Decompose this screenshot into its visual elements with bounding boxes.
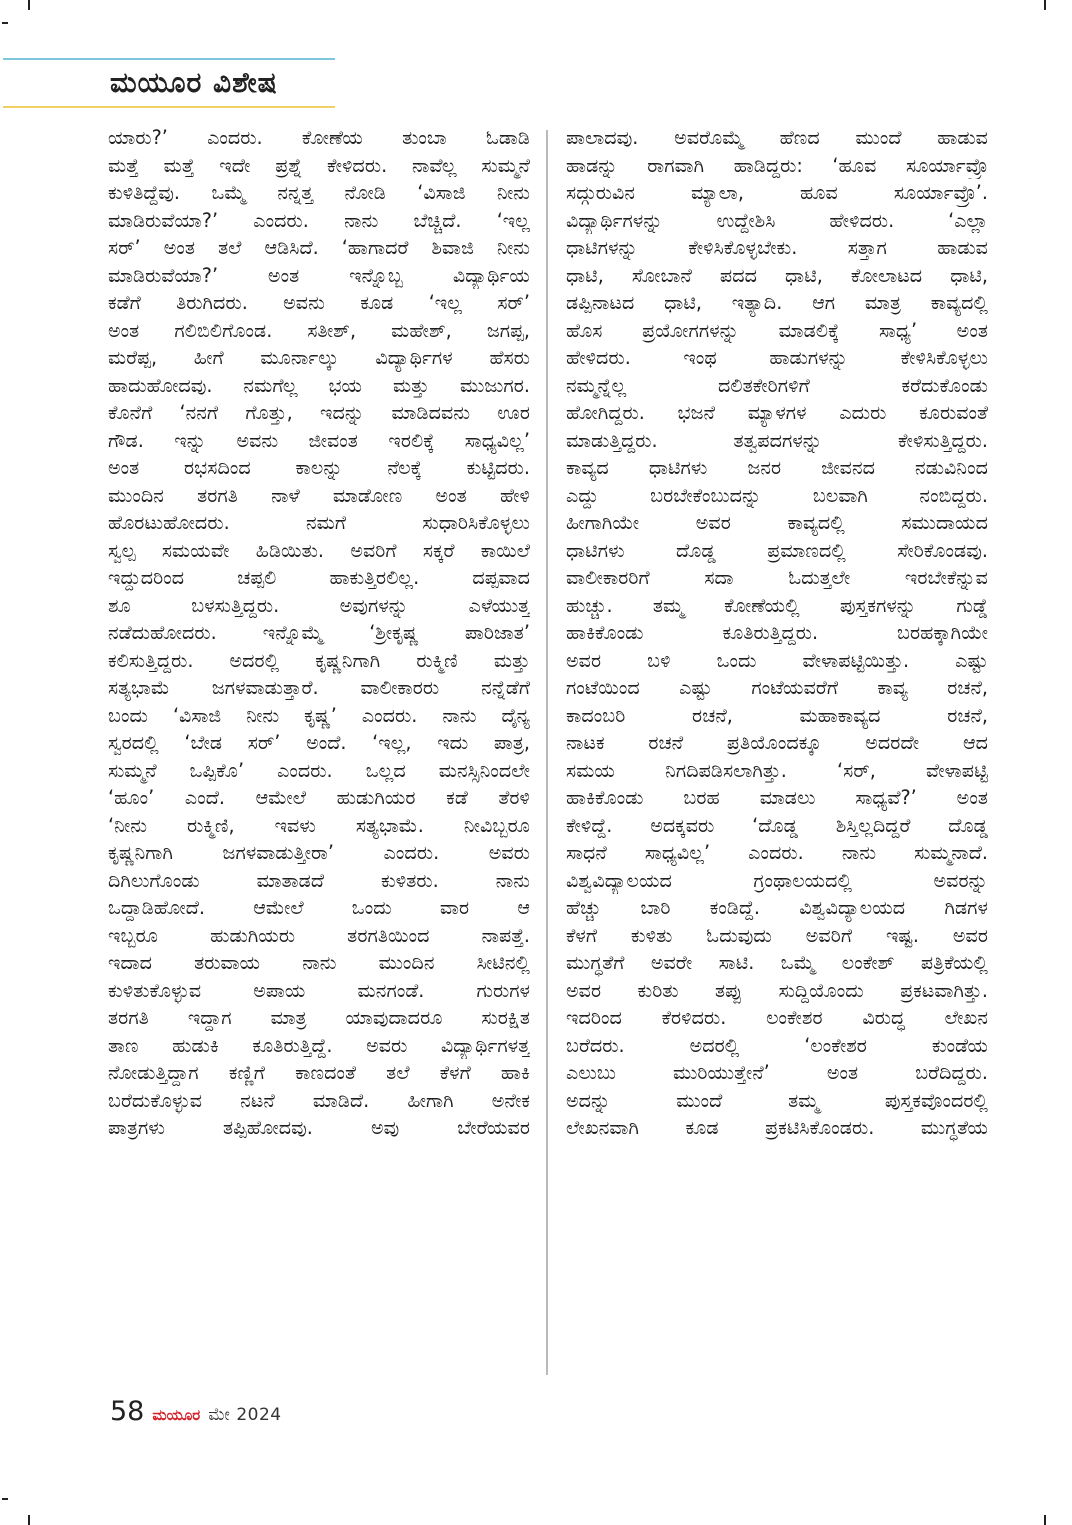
- text-line: ಅಂತ ರಭಸದಿಂದ ಕಾಲನ್ನು ನೆಲಕ್ಕೆ ಕುಟ್ಟಿದರು.: [108, 456, 530, 479]
- text-line: ಒದ್ದಾಡಿಹೋದೆ. ಆಮೇಲೆ ಒಂದು ವಾರ ಆ: [108, 896, 530, 919]
- text-line: ಗಂಟೆಯಿಂದ ಎಷ್ಟು ಗಂಟೆಯವರೆಗೆ ಕಾವ್ಯ ರಚನೆ,: [566, 676, 988, 699]
- text-line: ಡಪ್ಪಿನಾಟದ ಧಾಟಿ, ಇತ್ಯಾದಿ. ಆಗ ಮಾತ್ರ ಕಾವ್ಯದಲ್ಲಿ: [566, 291, 988, 314]
- crop-mark-top-left: [28, 0, 30, 10]
- article-column-left: [108, 124, 530, 1142]
- text-line: ಸ್ವಲ್ಪ ಸಮಯವೇ ಹಿಡಿಯಿತು. ಅವರಿಗೆ ಸಕ್ಕರೆ ಕಾಯಿಲೆ: [108, 538, 530, 562]
- crop-mark-bottom-left: [28, 1515, 30, 1525]
- page-number: 58: [110, 1396, 145, 1427]
- text-line: ಎದ್ದು ಬರಬೇಕೆಂಬುದನ್ನು ಬಲವಾಗಿ ನಂಬಿದ್ದರು.: [566, 483, 988, 507]
- text-line: ನಾಟಕ ರಚನೆ ಪ್ರತಿಯೊಂದಕ್ಕೂ ಅದರದೇ ಆದ: [566, 731, 988, 754]
- text-line: ಧಾಟಿಗಳು ದೊಡ್ಡ ಪ್ರಮಾಣದಲ್ಲಿ ಸೇರಿಕೊಂಡವು.: [566, 538, 988, 562]
- text-line: ಹೆಚ್ಚು ಬಾರಿ ಕಂಡಿದ್ದೆ. ವಿಶ್ವವಿದ್ಯಾಲಯದ ಗಿಡಗಳ: [566, 896, 988, 919]
- text-line: ಹೀಗಾಗಿಯೇ ಅವರ ಕಾವ್ಯದಲ್ಲಿ ಸಮುದಾಯದ: [566, 511, 988, 534]
- text-line: ಕುಳಿತಿದ್ದೆವು. ಒಮ್ಮೆ ನನ್ನತ್ತ ನೋಡಿ ‘ವಿಸಾಜಿ ನೀನು: [108, 181, 530, 204]
- text-line: ಶೂ ಬಳಸುತ್ತಿದ್ದರು. ಅವುಗಳನ್ನು ಎಳೆಯುತ್ತ: [108, 593, 530, 617]
- text-line: ‘ನೀನು ರುಕ್ಮಿಣಿ, ಇವಳು ಸತ್ಯಭಾಮೆ. ನೀವಿಬ್ಬರೂ: [108, 813, 530, 837]
- text-line: ಅಂತ ಗಲಿಬಿಲಿಗೊಂಡ. ಸತೀಶ್, ಮಹೇಶ್, ಜಗಪ್ಪ,: [108, 318, 530, 342]
- text-line: ಕಾದಂಬರಿ ರಚನೆ, ಮಹಾಕಾವ್ಯದ ರಚನೆ,: [566, 703, 988, 727]
- issue-date: ಮೇ 2024: [208, 1405, 282, 1425]
- text-line: ಸುಮ್ಮನೆ ಒಪ್ಪಿಕೊ’ ಎಂದರು. ಒಲ್ಲದ ಮನಸ್ಸಿನಿಂದಲೇ: [108, 758, 530, 782]
- text-line: ಕೇಳಿದ್ದೆ. ಅದಕ್ಕವರು ‘ದೊಡ್ಡ ಶಿಸ್ತಿಲ್ಲದಿದ್ದರೆ ದೊಡ್ಡ: [566, 813, 988, 837]
- text-line: ವಾಲೀಕಾರರಿಗೆ ಸದಾ ಓದುತ್ತಲೇ ಇರಬೇಕೆನ್ನುವ: [566, 566, 988, 589]
- text-line: ಹೇಳಿದರು. ಇಂಥ ಹಾಡುಗಳನ್ನು ಕೇಳಿಸಿಕೊಳ್ಳಲು: [566, 346, 988, 369]
- text-line: ಹೋಗಿದ್ದರು. ಭಜನೆ ಮ್ಯಾಳಗಳ ಎದುರು ಕೂರುವಂತೆ: [566, 401, 988, 424]
- text-line: ಎಲುಬು ಮುರಿಯುತ್ತೇನೆ’ ಅಂತ ಬರೆದಿದ್ದರು.: [566, 1061, 988, 1084]
- crop-mark-left-bottom: [2, 1498, 8, 1500]
- text-line: ಹಾಕಿಕೊಂಡು ಕೂತಿರುತ್ತಿದ್ದರು. ಬರಹಕ್ಕಾಗಿಯೇ: [566, 621, 988, 644]
- crop-mark-left-top: [2, 22, 8, 24]
- text-line: ಬರೆದರು. ಅದರಲ್ಲಿ ‘ಲಂಕೇಶರ ಕುಂಡೆಯ: [566, 1033, 988, 1057]
- text-line: ಅದನ್ನು ಮುಂದೆ ತಮ್ಮ ಪುಸ್ತಕವೊಂದರಲ್ಲಿ: [566, 1088, 988, 1112]
- article-column-right: [566, 124, 988, 1142]
- text-line: ಧಾಟಿ, ಸೋಬಾನೆ ಪದದ ಧಾಟಿ, ಕೋಲಾಟದ ಧಾಟಿ,: [566, 263, 988, 287]
- text-line: ತಾಣ ಹುಡುಕಿ ಕೂತಿರುತ್ತಿದ್ದೆ. ಅವರು ವಿದ್ಯಾರ್ಥಿಗಳತ್ತ: [108, 1033, 530, 1057]
- text-line: ಸ್ವರದಲ್ಲಿ ‘ಬೇಡ ಸರ್’ ಅಂದೆ. ‘ಇಲ್ಲ, ಇದು ಪಾತ್ರ,: [108, 731, 530, 754]
- text-line: ಸಮಯ ನಿಗದಿಪಡಿಸಲಾಗಿತ್ತು. ‘ಸರ್, ವೇಳಾಪಟ್ಟಿ: [566, 758, 988, 782]
- text-line: ಬಂದು ‘ವಿಸಾಜಿ ನೀನು ಕೃಷ್ಣ’ ಎಂದರು. ನಾನು ದೈನ್ಯ: [108, 703, 530, 727]
- text-line: ಕುಳಿತುಕೊಳ್ಳುವ ಅಪಾಯ ಮನಗಂಡೆ. ಗುರುಗಳ: [108, 978, 530, 1002]
- text-line: ಮಾಡಿರುವೆಯಾ?’ ಎಂದರು. ನಾನು ಬೆಚ್ಚಿದೆ. ‘ಇಲ್ಲ: [108, 208, 530, 232]
- text-line: ವಿದ್ಯಾರ್ಥಿಗಳನ್ನು ಉದ್ದೇಶಿಸಿ ಹೇಳಿದರು. ‘ಎಲ್ಲಾ: [566, 208, 988, 232]
- text-line: ಇದಾದ ತರುವಾಯ ನಾನು ಮುಂದಿನ ಸೀಟಿನಲ್ಲಿ: [108, 951, 530, 974]
- text-line: ಕಾವ್ಯದ ಧಾಟಿಗಳು ಜನರ ಜೀವನದ ನಡುವಿನಿಂದ: [566, 456, 988, 479]
- text-line: ಹೊಸ ಪ್ರಯೋಗಗಳನ್ನು ಮಾಡಲಿಕ್ಕೆ ಸಾಧ್ಯ’ ಅಂತ: [566, 318, 988, 342]
- text-line: ಬರೆದುಕೊಳ್ಳುವ ನಟನೆ ಮಾಡಿದೆ. ಹೀಗಾಗಿ ಅನೇಕ: [108, 1088, 530, 1112]
- text-line: ಮತ್ತೆ ಮತ್ತೆ ಇದೇ ಪ್ರಶ್ನೆ ಕೇಳಿದರು. ನಾವೆಲ್ಲ ಸುಮ್ಮನೆ: [108, 153, 530, 177]
- text-line: ‘ಹೂಂ’ ಎಂದೆ. ಆಮೇಲೆ ಹುಡುಗಿಯರ ಕಡೆ ತೆರಳಿ: [108, 786, 530, 809]
- text-line: ಮಾಡುತ್ತಿದ್ದರು. ತತ್ವಪದಗಳನ್ನು ಕೇಳಿಸುತ್ತಿದ್ದರು.: [566, 428, 988, 452]
- text-line: ಗೌಡ. ಇನ್ನು ಅವನು ಜೀವಂತ ಇರಲಿಕ್ಕೆ ಸಾಧ್ಯವಿಲ್ಲ’: [108, 428, 530, 452]
- text-line: ಹಾಡನ್ನು ರಾಗವಾಗಿ ಹಾಡಿದ್ದರು: ‘ಹೂವ ಸೂರ್ಯಾವ್ರೊ: [566, 153, 988, 177]
- text-line: ಸಾಧನೆ ಸಾಧ್ಯವಿಲ್ಲ’ ಎಂದರು. ನಾನು ಸುಮ್ಮನಾದೆ.: [566, 841, 988, 864]
- text-line: ಪಾತ್ರಗಳು ತಪ್ಪಿಹೋದವು. ಅವು ಬೇರೆಯವರ: [108, 1116, 530, 1139]
- text-line: ನೋಡುತ್ತಿದ್ದಾಗ ಕಣ್ಣಿಗೆ ಕಾಣದಂತೆ ತಲೆ ಕೆಳಗೆ ಹಾಕಿ: [108, 1061, 530, 1084]
- text-line: ನಮ್ಮನ್ನೆಲ್ಲ ದಲಿತಕೇರಿಗಳಿಗೆ ಕರೆದುಕೊಂಡು: [566, 373, 988, 397]
- crop-mark-bottom-right: [1044, 1515, 1046, 1525]
- text-line: ದಿಗಿಲುಗೊಂಡು ಮಾತಾಡದೆ ಕುಳಿತರು. ನಾನು: [108, 868, 530, 892]
- header-bottom-rule: [3, 106, 335, 108]
- text-line: ಸತ್ಯಭಾಮೆ ಜಗಳವಾಡುತ್ತಾರೆ. ವಾಲೀಕಾರರು ನನ್ನೆಡೆಗೆ: [108, 676, 530, 699]
- section-title: ಮಯೂರ ವಿಶೇಷ: [110, 66, 278, 99]
- text-line: ಅವರ ಬಳಿ ಒಂದು ವೇಳಾಪಟ್ಟಿಯಿತ್ತು. ಎಷ್ಟು: [566, 648, 988, 672]
- text-line: ಇದ್ದುದರಿಂದ ಚಪ್ಪಲಿ ಹಾಕುತ್ತಿರಲಿಲ್ಲ. ದಪ್ಪವಾದ: [108, 566, 530, 589]
- text-line: ಮುಗ್ಧತೆಗೆ ಅವರೇ ಸಾಟಿ. ಒಮ್ಮೆ ಲಂಕೇಶ್ ಪತ್ರಿಕೆಯಲ್ಲಿ: [566, 951, 988, 974]
- text-line: ಪಾಲಾದವು. ಅವರೊಮ್ಮೆ ಹೆಣದ ಮುಂದೆ ಹಾಡುವ: [566, 126, 988, 149]
- text-line: ಮರೆಪ್ಪ, ಹೀಗೆ ಮೂರ್ನಾಲ್ಕು ವಿದ್ಯಾರ್ಥಿಗಳ ಹೆಸರು: [108, 346, 530, 369]
- crop-mark-top-right: [1044, 0, 1046, 10]
- text-line: ನಡೆದುಹೋದರು. ಇನ್ನೊಮ್ಮೆ ‘ಶ್ರೀಕೃಷ್ಣ ಪಾರಿಜಾತ’: [108, 621, 530, 644]
- text-line: ಕಲಿಸುತ್ತಿದ್ದರು. ಅದರಲ್ಲಿ ಕೃಷ್ಣನಿಗಾಗಿ ರುಕ್ಮಿಣಿ ಮತ್ತು: [108, 648, 530, 672]
- text-line: ಸರ್’ ಅಂತ ತಲೆ ಆಡಿಸಿದೆ. ‘ಹಾಗಾದರೆ ಶಿವಾಜಿ ನೀನು: [108, 236, 530, 259]
- text-line: ಲೇಖನವಾಗಿ ಕೂಡ ಪ್ರಕಟಿಸಿಕೊಂಡರು. ಮುಗ್ಧತೆಯ: [566, 1116, 988, 1139]
- text-line: ಕೊನೆಗೆ ‘ನನಗೆ ಗೊತ್ತು, ಇದನ್ನು ಮಾಡಿದವನು ಊರ: [108, 401, 530, 424]
- text-line: ಅವರ ಕುರಿತು ತಪ್ಪು ಸುದ್ದಿಯೊಂದು ಪ್ರಕಟವಾಗಿತ್ತು.: [566, 978, 988, 1002]
- text-line: ಹೊರಟುಹೋದರು. ನಮಗೆ ಸುಧಾರಿಸಿಕೊಳ್ಳಲು: [108, 511, 530, 534]
- column-divider: [546, 130, 548, 1375]
- text-line: ಮುಂದಿನ ತರಗತಿ ನಾಳೆ ಮಾಡೋಣ ಅಂತ ಹೇಳಿ: [108, 483, 530, 507]
- text-line: ತರಗತಿ ಇದ್ದಾಗ ಮಾತ್ರ ಯಾವುದಾದರೂ ಸುರಕ್ಷಿತ: [108, 1006, 530, 1029]
- text-line: ಕೆಳಗೆ ಕುಳಿತು ಓದುವುದು ಅವರಿಗೆ ಇಷ್ಟ. ಅವರ: [566, 923, 988, 947]
- text-line: ಇಬ್ಬರೂ ಹುಡುಗಿಯರು ತರಗತಿಯಿಂದ ನಾಪತ್ತೆ.: [108, 923, 530, 947]
- text-line: ಹಾಕಿಕೊಂಡು ಬರಹ ಮಾಡಲು ಸಾಧ್ಯವೆ?’ ಅಂತ: [566, 786, 988, 809]
- text-line: ಸದ್ಗುರುವಿನ ಮ್ಯಾಲಾ, ಹೂವ ಸೂರ್ಯಾವ್ರೊ’.: [566, 181, 988, 204]
- page-footer: [110, 1396, 282, 1427]
- header-top-rule: [3, 58, 335, 60]
- text-line: ಹುಚ್ಚು. ತಮ್ಮ ಕೋಣೆಯಲ್ಲಿ ಪುಸ್ತಕಗಳನ್ನು ಗುಡ್ಡೆ: [566, 593, 988, 617]
- text-line: ವಿಶ್ವವಿದ್ಯಾಲಯದ ಗ್ರಂಥಾಲಯದಲ್ಲಿ ಅವರನ್ನು: [566, 868, 988, 892]
- text-line: ಇದರಿಂದ ಕೆರಳಿದರು. ಲಂಕೇಶರ ವಿರುದ್ಧ ಲೇಖನ: [566, 1006, 988, 1029]
- text-line: ಹಾದುಹೋದವು. ನಮಗೆಲ್ಲ ಭಯ ಮತ್ತು ಮುಜುಗರ.: [108, 373, 530, 397]
- text-line: ಮಾಡಿರುವೆಯಾ?’ ಅಂತ ಇನ್ನೊಬ್ಬ ವಿದ್ಯಾರ್ಥಿಯ: [108, 263, 530, 287]
- text-line: ಕಡೆಗೆ ತಿರುಗಿದರು. ಅವನು ಕೂಡ ‘ಇಲ್ಲ ಸರ್’: [108, 291, 530, 314]
- text-line: ಧಾಟಿಗಳನ್ನು ಕೇಳಿಸಿಕೊಳ್ಳಬೇಕು. ಸತ್ತಾಗ ಹಾಡುವ: [566, 236, 988, 259]
- magazine-logo: ಮಯೂರ: [152, 1406, 201, 1424]
- text-line: ಕೃಷ್ಣನಿಗಾಗಿ ಜಗಳವಾಡುತ್ತೀರಾ’ ಎಂದರು. ಅವರು: [108, 841, 530, 864]
- text-line: ಯಾರು?’ ಎಂದರು. ಕೋಣೆಯ ತುಂಬಾ ಓಡಾಡಿ: [108, 126, 530, 149]
